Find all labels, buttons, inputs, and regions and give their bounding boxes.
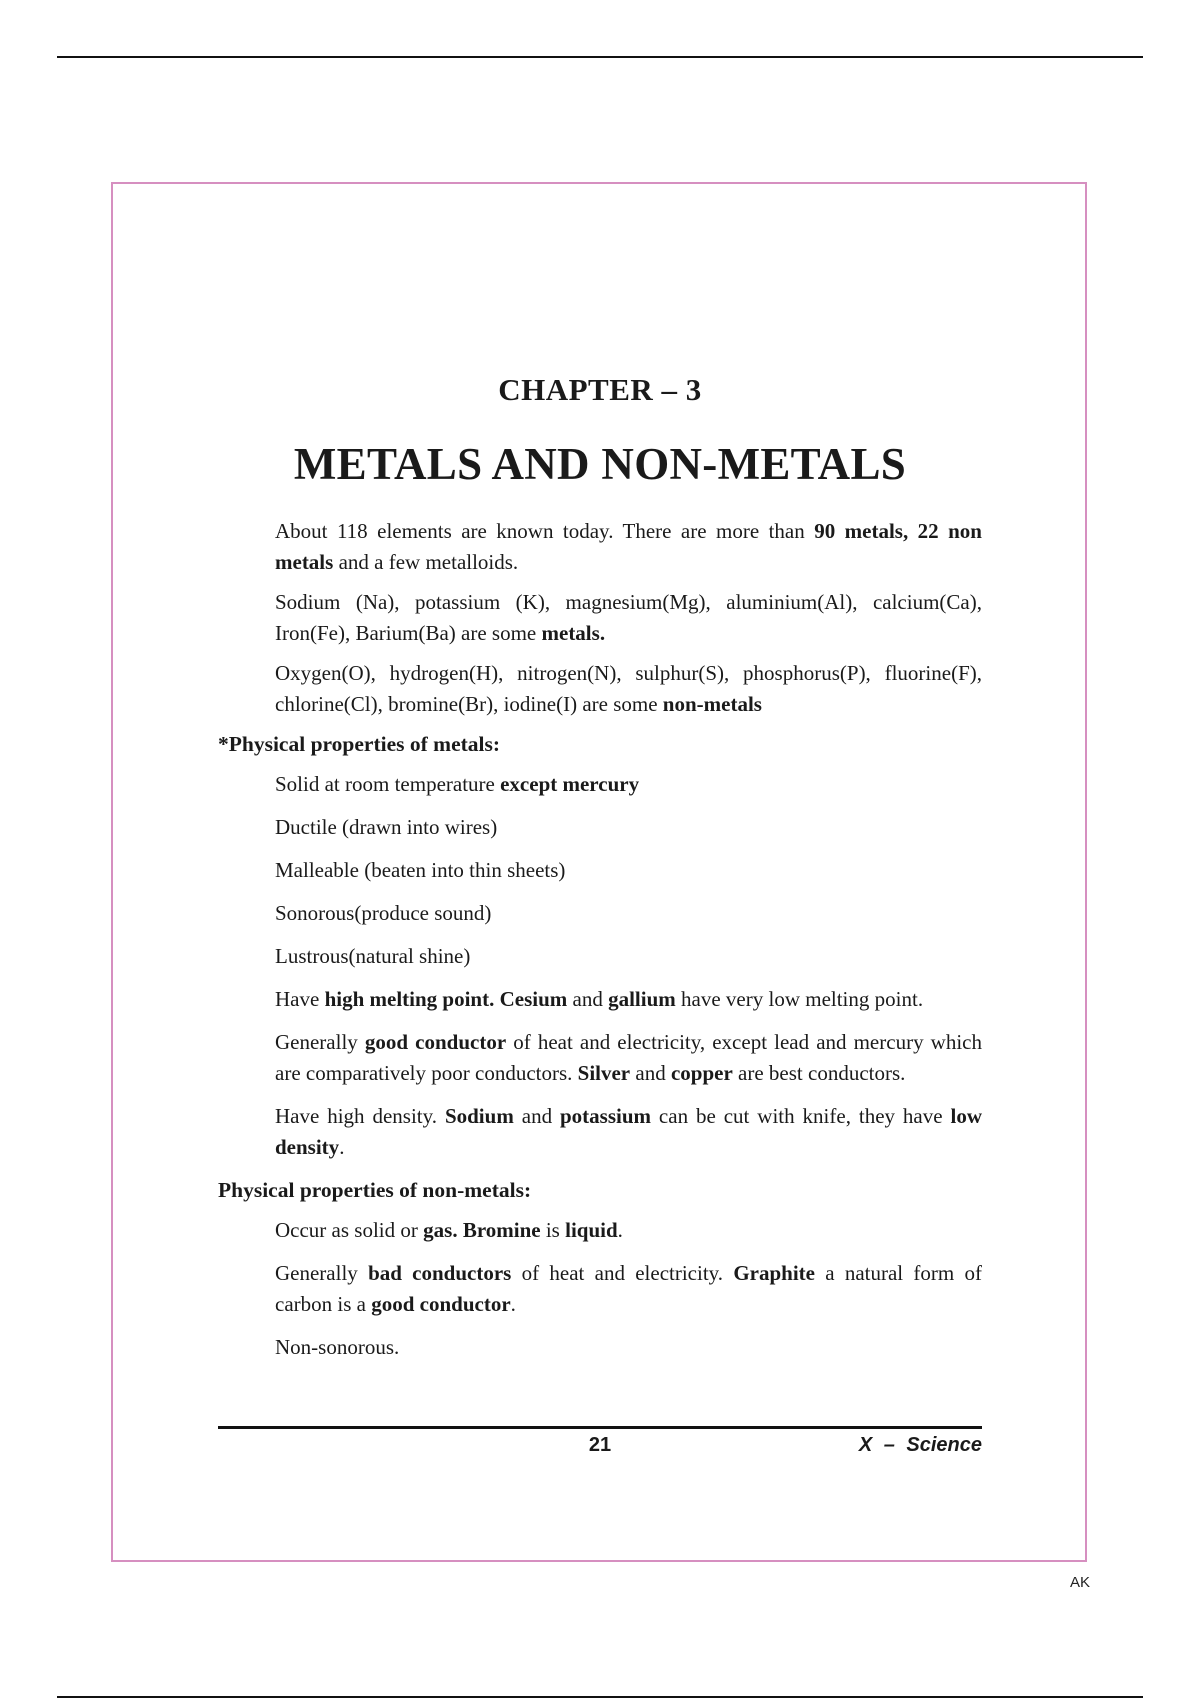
list-item [275,769,982,800]
chapter-body [218,516,982,1375]
chapter-label: CHAPTER – 3 [498,372,702,407]
corner-mark: AK [1069,1574,1090,1591]
text-run: . [339,1135,345,1159]
running-footer-title: X – Science [858,1434,982,1456]
list-item [275,984,982,1015]
text-run: Non-sonorous. [275,1335,400,1359]
bold-text: liquid [565,1218,618,1242]
bold-text: potassium [559,1104,652,1128]
list-item [275,1215,982,1246]
text-run: . [510,1292,516,1316]
text-run: Sonorous(produce sound) [275,901,492,925]
text-run: Malleable (beaten into thin sheets) [275,858,566,882]
text-run: Sodium (Na), potassium (K), magnesium(Mg), aluminium(Al), calcium(Ca), Iron(Fe), Barium(Ba) are some [275,590,982,645]
text-run: and [630,1061,671,1085]
bold-text: good conductor [371,1292,511,1316]
text-run: can be cut with knife, they have [651,1104,951,1128]
bold-text: copper [670,1061,733,1085]
footer-rule [218,1426,982,1429]
text-run: Solid at room temperature [275,772,501,796]
chapter-title: METALS AND NON-METALS [293,439,907,489]
metals-section-heading: *Physical properties of metals: [218,732,501,756]
intro-paragraph [275,587,982,649]
list-item [275,898,982,929]
bold-text: bad conductors [368,1261,512,1285]
text-run: Ductile (drawn into wires) [275,815,498,839]
text-run: Oxygen(O), hydrogen(H), nitrogen(N), sulphur(S), phosphorus(P), fluorine(F), chlorine(Cl), bromine(Br), iodine(I) are some [275,661,982,716]
text-run: a natural form of carbon is a [275,1261,982,1316]
text-run: have very low melting point. [675,987,924,1011]
text-run: of heat and electricity, except lead and mercury which are comparatively poor conductors. [275,1030,982,1085]
bold-text: Silver [577,1061,631,1085]
bold-text: low density [275,1104,982,1159]
text-run: Have high density. [275,1104,445,1128]
intro-paragraph [275,516,982,578]
text-run: and a few metalloids. [333,550,519,574]
text-run: Generally [275,1030,365,1054]
list-item [275,1258,982,1320]
text-run: and [513,1104,560,1128]
text-run: Occur as solid or [275,1218,424,1242]
bold-text: metals. [541,621,606,645]
metals-properties-list [218,769,982,1163]
nonmetals-properties-list [218,1215,982,1363]
bottom-rule [57,1696,1143,1698]
bold-text: high melting point. Cesium [324,987,568,1011]
list-item [275,1027,982,1089]
bold-text: Graphite [733,1261,815,1285]
bold-text: except mercury [500,772,640,796]
bold-text: 90 metals, 22 non metals [275,519,982,574]
text-run: Have [275,987,325,1011]
text-run: Lustrous(natural shine) [275,944,471,968]
bold-text: good conductor [364,1030,507,1054]
text-run: of heat and electricity. [511,1261,734,1285]
bold-text: non-metals [662,692,762,716]
list-item [275,812,982,843]
text-run: . [617,1218,623,1242]
nonmetals-section-heading: Physical properties of non-metals: [218,1178,532,1202]
top-rule [57,56,1143,58]
list-item [275,855,982,886]
bold-text: gallium [608,987,676,1011]
list-item [275,1101,982,1163]
intro-paragraph [275,658,982,720]
bold-text: Sodium [444,1104,514,1128]
text-run: are best conductors. [732,1061,906,1085]
page-number: 21 [588,1434,612,1456]
text-run: is [540,1218,566,1242]
text-run: and [567,987,609,1011]
list-item [275,941,982,972]
list-item [275,1332,982,1363]
bold-text: gas. Bromine [423,1218,541,1242]
text-run: Generally [275,1261,369,1285]
text-run: About 118 elements are known today. There are more than [275,519,815,543]
intro-section [218,516,982,720]
